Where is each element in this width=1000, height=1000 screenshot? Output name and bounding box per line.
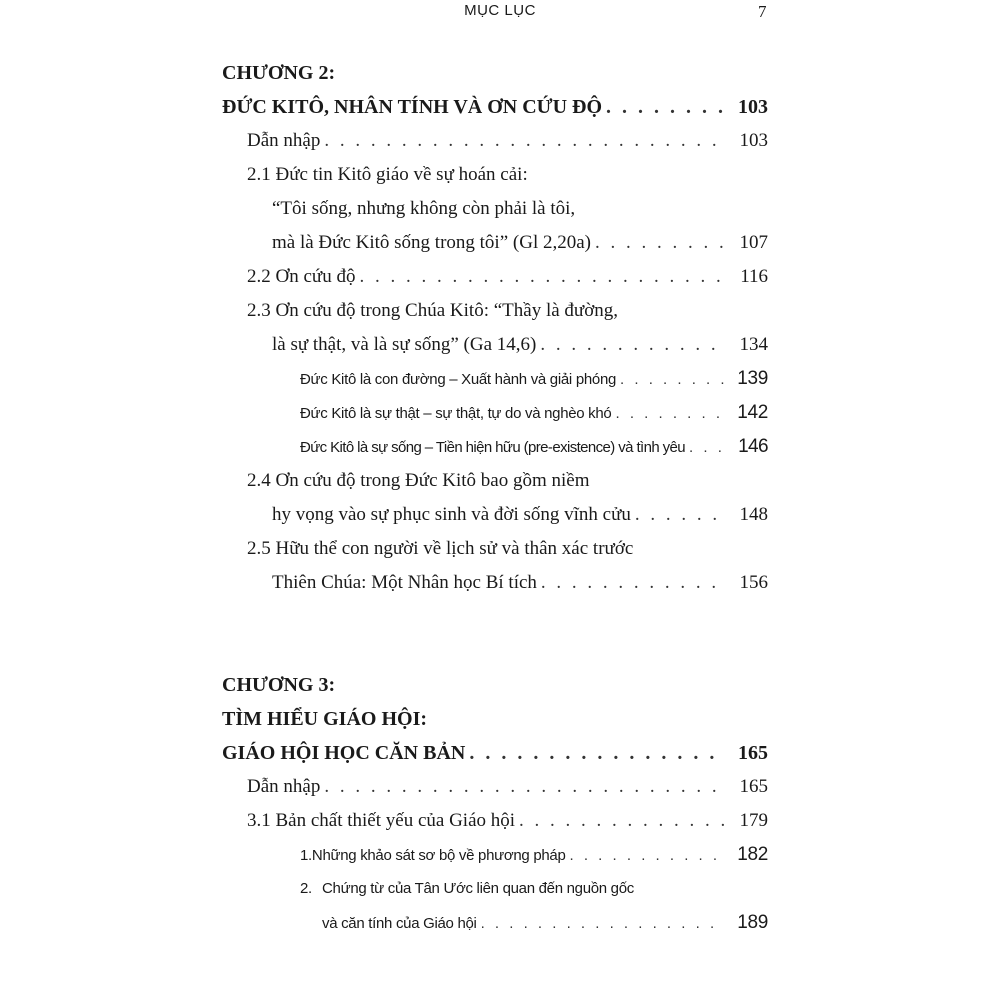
section-2-1-line-1[interactable]: 2.1 Đức tin Kitô giáo về sự hoán cải:: [247, 164, 528, 185]
header-page-number: 7: [758, 2, 767, 21]
subsection-3-1-2-entry[interactable]: [322, 908, 768, 938]
header-title: MỤC LỤC: [464, 2, 536, 19]
entry-title: Đức Kitô là sự sống – Tiền hiện hữu (pre-existence) và tình yêu: [300, 439, 686, 456]
leader-dots: [469, 738, 724, 768]
entry-title: Đức Kitô là sự thật – sự thật, tự do và nghèo khó: [300, 405, 612, 422]
entry-title: Đức Kitô là con đường – Xuất hành và giải phóng: [300, 371, 617, 388]
page-number: 103: [739, 130, 768, 151]
leader-dots: [689, 433, 724, 463]
page-number: 189: [737, 912, 768, 933]
leader-dots: [324, 772, 724, 802]
leader-dots: [595, 228, 724, 258]
section-2-5-line-1[interactable]: 2.5 Hữu thể con người về lịch sử và thân xác trước: [247, 538, 634, 559]
entry-title: Những khảo sát sơ bộ về phương pháp: [311, 847, 566, 864]
leader-dots: [541, 568, 724, 598]
page-number: 148: [739, 504, 768, 525]
leader-dots: [481, 909, 724, 939]
page-number: 165: [739, 776, 768, 797]
chapter-2-intro-entry[interactable]: [247, 126, 768, 156]
page-number: 103: [738, 96, 768, 118]
leader-dots: [615, 399, 724, 429]
section-2-4-line-1[interactable]: 2.4 Ơn cứu độ trong Đức Kitô bao gồm niềm: [247, 470, 590, 491]
page-number: 179: [739, 810, 768, 831]
leader-dots: [519, 806, 724, 836]
item-number: 1.: [300, 847, 312, 864]
chapter-3-title: GIÁO HỘI HỌC CĂN BẢN: [222, 742, 466, 764]
item-number: 2.: [300, 880, 312, 897]
chapter-2-label: CHƯƠNG 2:: [222, 62, 336, 84]
section-2-3-entry[interactable]: [272, 330, 768, 360]
section-2-1-entry[interactable]: [272, 228, 768, 258]
leader-dots: [635, 500, 724, 530]
leader-dots: [359, 262, 724, 292]
entry-title: Dẫn nhập: [247, 776, 321, 797]
entry-title: 2.2 Ơn cứu độ: [247, 266, 356, 287]
section-2-1-line-2[interactable]: “Tôi sống, nhưng không còn phải là tôi,: [272, 198, 576, 219]
section-3-1-entry[interactable]: [247, 806, 768, 836]
entry-title: mà là Đức Kitô sống trong tôi” (Gl 2,20a): [272, 232, 591, 253]
chapter-3-intro-entry[interactable]: [247, 772, 768, 802]
entry-title: và căn tính của Giáo hội: [322, 915, 477, 932]
subsection-2-3-c-entry[interactable]: [300, 432, 768, 462]
section-2-2-entry[interactable]: [247, 262, 768, 292]
chapter-3-label: CHƯƠNG 3:: [222, 674, 336, 696]
page-number: 134: [739, 334, 768, 355]
chapter-3-title-entry[interactable]: [222, 738, 768, 768]
subsection-2-3-b-entry[interactable]: [300, 398, 768, 428]
chapter-3-title-line-1[interactable]: TÌM HIỂU GIÁO HỘI:: [222, 708, 428, 730]
page-number: 165: [738, 742, 768, 764]
leader-dots: [606, 92, 724, 122]
leader-dots: [540, 330, 724, 360]
entry-title: hy vọng vào sự phục sinh và đời sống vĩnh cửu: [272, 504, 631, 525]
leader-dots: [324, 126, 724, 156]
chapter-2-title: ĐỨC KITÔ, NHÂN TÍNH VÀ ƠN CỨU ĐỘ: [222, 96, 603, 118]
chapter-2-title-entry[interactable]: [222, 92, 768, 122]
page-number: 182: [737, 844, 768, 865]
entry-title: là sự thật, và là sự sống” (Ga 14,6): [272, 334, 537, 355]
leader-dots: [620, 365, 724, 395]
page-number: 139: [737, 368, 768, 389]
leader-dots: [570, 841, 724, 871]
subsection-3-1-1-entry[interactable]: [300, 840, 768, 870]
subsection-3-1-2-line-1[interactable]: 2. Chứng từ của Tân Ước liên quan đến nguồn gốc: [300, 874, 634, 904]
page-number: 116: [740, 266, 768, 287]
section-2-5-entry[interactable]: [272, 568, 768, 598]
subsection-2-3-a-entry[interactable]: [300, 364, 768, 394]
section-2-4-entry[interactable]: [272, 500, 768, 530]
running-header: [0, 2, 1000, 24]
entry-title: Thiên Chúa: Một Nhân học Bí tích: [272, 572, 537, 593]
section-2-3-line-1[interactable]: 2.3 Ơn cứu độ trong Chúa Kitô: “Thầy là đường,: [247, 300, 619, 321]
entry-title: 3.1 Bản chất thiết yếu của Giáo hội: [247, 810, 516, 831]
page-number: 156: [739, 572, 768, 593]
entry-title: Dẫn nhập: [247, 130, 321, 151]
page-number: 142: [737, 402, 768, 423]
page-number: 107: [739, 232, 768, 253]
page-number: 146: [738, 436, 768, 457]
